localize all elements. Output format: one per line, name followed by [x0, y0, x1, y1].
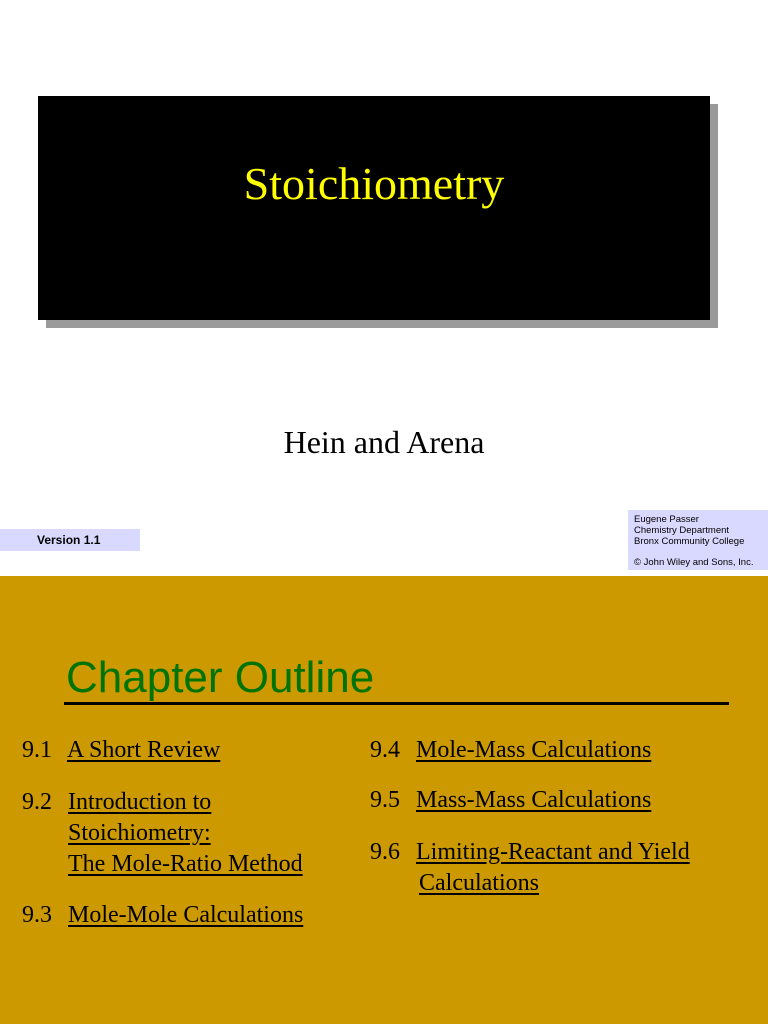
section-link-mole-mole[interactable]: Mole-Mole Calculations [68, 902, 304, 928]
section-link-introduction[interactable]: The Mole-Ratio Method [68, 851, 303, 877]
section-link-introduction[interactable]: Stoichiometry: [68, 820, 211, 846]
section-number: 9.2 [22, 789, 52, 815]
credit-college: Bronx Community College [634, 536, 745, 547]
outline-slide [0, 576, 768, 1024]
section-link-limiting-reactant[interactable]: Limiting-Reactant and Yield [416, 839, 690, 865]
section-link-mole-mass[interactable]: Mole-Mass Calculations [416, 737, 652, 763]
section-link-mass-mass[interactable]: Mass-Mass Calculations [416, 787, 652, 813]
version-label: Version 1.1 [0, 529, 140, 551]
credit-department: Chemistry Department [634, 525, 730, 536]
section-number: 9.4 [370, 737, 400, 763]
section-number: 9.1 [22, 737, 52, 763]
credit-author: Eugene Passer [634, 514, 699, 525]
credit-copyright: © John Wiley and Sons, Inc. [634, 557, 754, 568]
credits-box [628, 510, 768, 570]
title-box [38, 96, 710, 320]
section-link-introduction[interactable]: Introduction to [68, 789, 212, 815]
section-number: 9.3 [22, 902, 52, 928]
title-underline [64, 702, 729, 705]
section-number: 9.6 [370, 839, 400, 865]
section-link-limiting-reactant[interactable]: Calculations [419, 870, 539, 896]
slide-title: Stoichiometry [243, 157, 505, 209]
section-link-short-review[interactable]: A Short Review [67, 737, 221, 763]
section-number: 9.5 [370, 787, 400, 813]
authors-text: Hein and Arena [283, 424, 485, 460]
outline-title: Chapter Outline [66, 653, 375, 702]
